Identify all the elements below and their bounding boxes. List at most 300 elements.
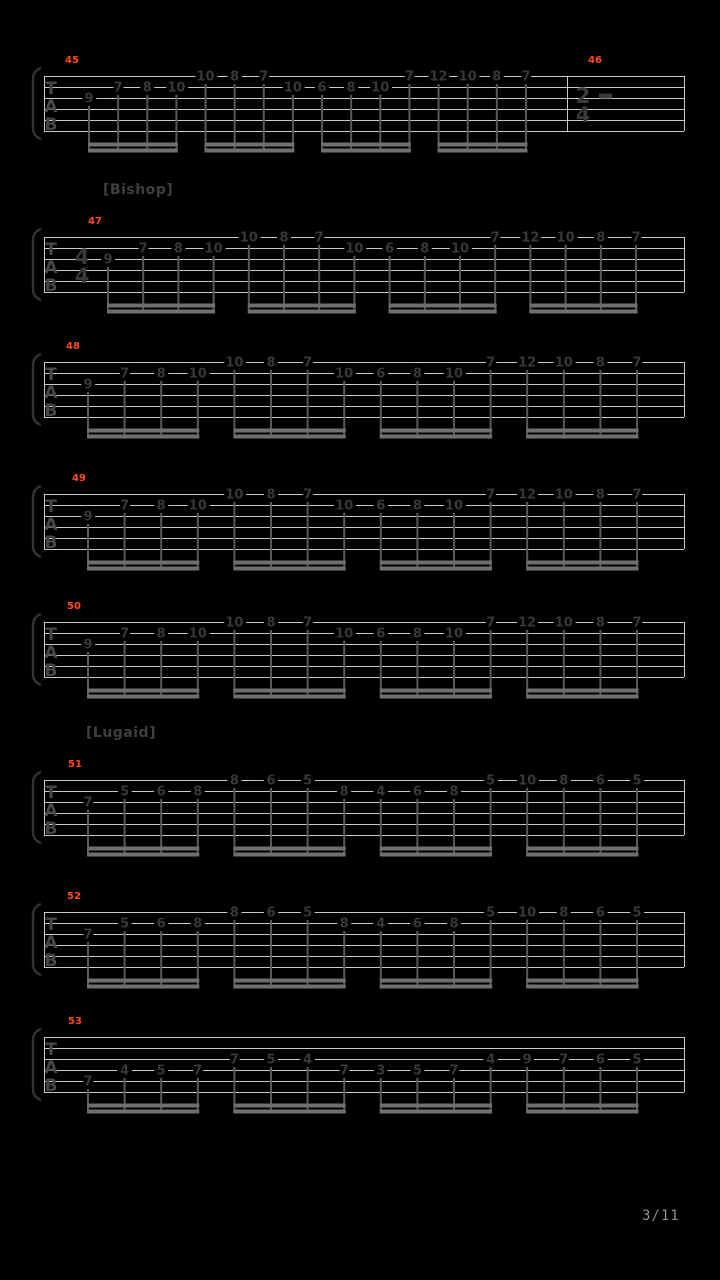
fret-number: 8 — [266, 355, 276, 371]
fret-number: 10 — [196, 69, 215, 85]
fret-number: 8 — [449, 916, 459, 932]
fret-number: 5 — [486, 905, 496, 921]
tab-clef-letter: B — [44, 819, 58, 839]
fret-number: 8 — [266, 487, 276, 503]
fret-number: 10 — [225, 615, 244, 631]
fret-number: 6 — [376, 498, 386, 514]
measure-45 — [65, 55, 530, 153]
staff-line — [44, 259, 684, 260]
staff-line — [44, 1037, 684, 1038]
measure-48 — [66, 341, 642, 439]
beam-sixteenth-2 — [526, 853, 638, 857]
measure-number: 46 — [588, 55, 602, 66]
system-bracket — [33, 614, 41, 685]
beam-sixteenth-1 — [526, 429, 638, 433]
fret-number: 6 — [595, 1052, 605, 1068]
note-stem — [270, 785, 272, 857]
beam-sixteenth-2 — [321, 149, 411, 153]
note-stem — [270, 367, 272, 439]
staff-line — [44, 923, 684, 924]
measure-53 — [68, 1016, 642, 1114]
fret-number: 7 — [314, 230, 324, 246]
staff-line — [44, 373, 684, 374]
note-stem — [438, 81, 440, 153]
fret-number: 10 — [518, 905, 537, 921]
note-stem — [565, 242, 567, 314]
measure-47 — [75, 216, 641, 314]
tab-clef-letter: T — [45, 915, 57, 935]
note-stem — [526, 917, 528, 989]
note-stem — [526, 785, 528, 857]
tab-system-51 — [33, 759, 685, 857]
fret-number: 6 — [595, 773, 605, 789]
fret-number: 8 — [412, 498, 422, 514]
beam-sixteenth-1 — [87, 561, 199, 565]
beam-sixteenth-1 — [526, 847, 638, 851]
system-bracket — [33, 486, 41, 557]
staff-line — [44, 76, 684, 77]
fret-number: 10 — [283, 80, 302, 96]
staff-line — [44, 791, 684, 792]
beam-sixteenth-2 — [526, 985, 638, 989]
fret-number: 10 — [335, 366, 354, 382]
fret-number: 5 — [303, 773, 313, 789]
note-stem — [318, 242, 320, 314]
fret-number: 10 — [458, 69, 477, 85]
beam-sixteenth-1 — [380, 1104, 492, 1108]
fret-number: 4 — [486, 1052, 496, 1068]
staff-line — [44, 292, 684, 293]
staff-line — [44, 362, 684, 363]
beam-sixteenth-1 — [88, 143, 178, 147]
tab-clef-letter: A — [44, 933, 58, 953]
note-stem — [270, 627, 272, 699]
beam-sixteenth-2 — [87, 1110, 199, 1114]
tab-clef-letter: A — [44, 383, 58, 403]
fret-number: 9 — [83, 509, 93, 525]
fret-number: 10 — [188, 366, 207, 382]
beam-sixteenth-2 — [233, 567, 345, 571]
fret-number: 8 — [173, 241, 183, 257]
time-signature-numerator: 2 — [575, 84, 591, 108]
note-stem — [636, 785, 638, 857]
fret-number: 5 — [303, 905, 313, 921]
tab-clef-letter: B — [44, 661, 58, 681]
note-stem — [307, 917, 309, 989]
fret-number: 8 — [420, 241, 430, 257]
staff-line — [44, 494, 684, 495]
note-stem — [636, 367, 638, 439]
fret-number: 5 — [120, 916, 130, 932]
tab-system-47 — [33, 216, 685, 314]
tab-system-49 — [33, 473, 685, 571]
note-stem — [490, 785, 492, 857]
tab-clef-letter: T — [45, 365, 57, 385]
note-stem — [233, 917, 235, 989]
fret-number: 8 — [339, 784, 349, 800]
fret-number: 6 — [595, 905, 605, 921]
fret-number: 6 — [376, 366, 386, 382]
staff-line — [44, 1092, 684, 1093]
note-stem — [380, 1075, 382, 1114]
note-stem — [87, 1086, 89, 1114]
fret-number: 6 — [317, 80, 327, 96]
measure-number: 50 — [67, 601, 81, 612]
beam-sixteenth-1 — [380, 561, 492, 565]
tab-clef-letter: T — [45, 783, 57, 803]
beam-sixteenth-2 — [380, 435, 492, 439]
beam-sixteenth-2 — [389, 310, 497, 314]
note-stem — [526, 367, 528, 439]
fret-number: 7 — [303, 615, 313, 631]
beam-sixteenth-2 — [526, 435, 638, 439]
beam-sixteenth-2 — [526, 695, 638, 699]
beam-sixteenth-1 — [107, 304, 215, 308]
beam-sixteenth-1 — [87, 979, 199, 983]
beam-sixteenth-1 — [380, 979, 492, 983]
fret-number: 10 — [371, 80, 390, 96]
note-stem — [599, 499, 601, 571]
time-signature-denominator: 4 — [575, 103, 591, 127]
staff-line — [44, 395, 684, 396]
note-stem — [283, 242, 285, 314]
fret-number: 7 — [138, 241, 148, 257]
beam-sixteenth-2 — [87, 435, 199, 439]
note-stem — [490, 917, 492, 989]
fret-number: 8 — [229, 773, 239, 789]
staff-line — [44, 813, 684, 814]
staff-line — [44, 835, 684, 836]
section-label: [Lugaid] — [86, 725, 156, 741]
staff-line — [44, 131, 684, 132]
note-stem — [307, 499, 309, 571]
fret-number: 8 — [230, 69, 240, 85]
fret-number: 10 — [450, 241, 470, 257]
fret-number: 8 — [279, 230, 289, 246]
fret-number: 7 — [303, 487, 313, 503]
tab-clef-letter: B — [44, 276, 58, 296]
tab-clef-letter: A — [44, 258, 58, 278]
beam-sixteenth-1 — [380, 429, 492, 433]
barline-end — [684, 780, 685, 835]
beam-sixteenth-1 — [526, 1104, 638, 1108]
tab-clef-letter: A — [44, 97, 58, 117]
fret-number: 12 — [518, 615, 537, 631]
note-stem — [307, 367, 309, 439]
fret-number: 9 — [522, 1052, 532, 1068]
note-stem — [490, 367, 492, 439]
fret-number: 6 — [156, 784, 166, 800]
note-stem — [234, 81, 236, 153]
tab-clef-letter: A — [44, 801, 58, 821]
fret-number: 10 — [556, 230, 575, 246]
fret-number: 4 — [376, 784, 386, 800]
fret-number: 5 — [412, 1063, 422, 1079]
fret-number: 8 — [156, 498, 166, 514]
staff-line — [44, 824, 684, 825]
tab-system-53 — [33, 1016, 685, 1114]
beam-sixteenth-2 — [87, 695, 199, 699]
staff-line — [44, 802, 684, 803]
time-signature-denominator: 4 — [74, 264, 90, 288]
fret-number: 8 — [142, 80, 152, 96]
staff-line — [44, 549, 684, 550]
note-stem — [563, 499, 565, 571]
beam-sixteenth-1 — [233, 561, 345, 565]
note-stem — [636, 627, 638, 699]
note-stem — [248, 242, 250, 314]
note-stem — [563, 367, 565, 439]
tab-clef-letter: T — [45, 497, 57, 517]
beam-sixteenth-2 — [248, 310, 356, 314]
beam-sixteenth-2 — [438, 149, 528, 153]
system-bracket — [33, 229, 41, 300]
staff-line — [44, 666, 684, 667]
note-stem — [205, 81, 207, 153]
note-stem — [599, 785, 601, 857]
beam-sixteenth-1 — [380, 689, 492, 693]
fret-number: 7 — [486, 615, 496, 631]
fret-number: 8 — [595, 615, 605, 631]
note-stem — [563, 917, 565, 989]
tab-clef-letter: B — [44, 1076, 58, 1096]
note-stem — [233, 627, 235, 699]
fret-number: 8 — [412, 626, 422, 642]
fret-number: 7 — [83, 927, 93, 943]
note-stem — [408, 81, 410, 153]
fret-number: 8 — [595, 487, 605, 503]
tab-system-52 — [33, 891, 685, 989]
fret-number: 7 — [486, 487, 496, 503]
measure-49 — [72, 473, 642, 571]
tab-system-48 — [33, 341, 685, 439]
measure-51 — [68, 759, 642, 857]
beam-sixteenth-1 — [233, 979, 345, 983]
fret-number: 6 — [412, 916, 422, 932]
fret-number: 10 — [188, 498, 207, 514]
fret-number: 10 — [345, 241, 364, 257]
fret-number: 4 — [303, 1052, 313, 1068]
fret-number: 10 — [225, 487, 244, 503]
time-signature-numerator: 4 — [74, 245, 90, 269]
note-stem — [124, 1075, 126, 1114]
fret-number: 4 — [376, 916, 386, 932]
note-stem — [496, 81, 498, 153]
measure-number: 48 — [66, 341, 80, 352]
fret-number: 10 — [204, 241, 223, 257]
fret-number: 10 — [554, 615, 573, 631]
fret-number: 5 — [632, 773, 642, 789]
staff-line — [44, 967, 684, 968]
fret-number: 7 — [120, 366, 130, 382]
barline-end — [684, 494, 685, 549]
measure-50 — [67, 601, 642, 699]
fret-number: 8 — [596, 230, 606, 246]
measure-46 — [567, 55, 612, 131]
note-stem — [636, 917, 638, 989]
beam-sixteenth-1 — [526, 689, 638, 693]
beam-sixteenth-2 — [380, 1110, 492, 1114]
beam-sixteenth-1 — [233, 429, 345, 433]
staff-line — [44, 1070, 684, 1071]
fret-number: 8 — [595, 355, 605, 371]
beam-sixteenth-1 — [233, 689, 345, 693]
measure-number: 47 — [88, 216, 102, 227]
fret-number: 10 — [444, 626, 464, 642]
fret-number: 7 — [229, 1052, 239, 1068]
fret-number: 8 — [156, 366, 166, 382]
barline-end — [684, 1037, 685, 1092]
barline-end — [684, 912, 685, 967]
fret-number: 8 — [449, 784, 459, 800]
fret-number: 6 — [412, 784, 422, 800]
fret-number: 7 — [303, 355, 313, 371]
note-stem — [263, 81, 265, 153]
staff-line — [44, 677, 684, 678]
staff-line — [44, 934, 684, 935]
fret-number: 6 — [266, 773, 276, 789]
fret-number: 7 — [259, 69, 269, 85]
fret-number: 10 — [444, 498, 464, 514]
fret-number: 7 — [521, 69, 531, 85]
fret-number: 7 — [559, 1052, 569, 1068]
fret-number: 7 — [632, 355, 642, 371]
note-stem — [529, 242, 531, 314]
note-stem — [467, 81, 469, 153]
fret-number: 10 — [554, 487, 573, 503]
beam-sixteenth-2 — [107, 310, 215, 314]
beam-sixteenth-2 — [526, 567, 638, 571]
fret-number: 3 — [376, 1063, 386, 1079]
note-stem — [233, 499, 235, 571]
note-stem — [494, 242, 496, 314]
fret-number: 12 — [521, 230, 540, 246]
beam-sixteenth-2 — [233, 853, 345, 857]
staff-line — [44, 281, 684, 282]
beam-sixteenth-1 — [233, 1104, 345, 1108]
staff-line — [44, 945, 684, 946]
beam-sixteenth-1 — [526, 561, 638, 565]
note-stem — [307, 627, 309, 699]
note-stem — [490, 499, 492, 571]
fret-number: 10 — [444, 366, 464, 382]
beam-sixteenth-1 — [380, 847, 492, 851]
beam-sixteenth-2 — [87, 853, 199, 857]
tab-clef-letter: T — [45, 625, 57, 645]
staff-line — [44, 1048, 684, 1049]
tab-system-45 — [33, 55, 685, 153]
staff-line — [44, 655, 684, 656]
fret-number: 10 — [554, 355, 573, 371]
fret-number: 5 — [120, 784, 130, 800]
tab-clef-letter: B — [44, 533, 58, 553]
system-bracket — [33, 904, 41, 975]
fret-number: 7 — [631, 230, 641, 246]
beam-sixteenth-2 — [233, 985, 345, 989]
note-stem — [343, 1075, 345, 1114]
fret-number: 8 — [193, 916, 203, 932]
beam-sixteenth-1 — [87, 847, 199, 851]
fret-number: 8 — [266, 615, 276, 631]
staff-line — [44, 237, 684, 238]
note-stem — [636, 499, 638, 571]
staff-line — [44, 417, 684, 418]
fret-number: 5 — [632, 905, 642, 921]
note-stem — [233, 367, 235, 439]
half-rest — [599, 94, 612, 99]
fret-number: 10 — [188, 626, 207, 642]
beam-sixteenth-2 — [380, 853, 492, 857]
section-label: [Bishop] — [103, 182, 174, 198]
fret-number: 12 — [518, 487, 537, 503]
note-stem — [233, 785, 235, 857]
fret-number: 7 — [113, 80, 123, 96]
fret-number: 6 — [156, 916, 166, 932]
staff-line — [44, 622, 684, 623]
note-stem — [525, 81, 527, 153]
staff-line — [44, 527, 684, 528]
fret-number: 8 — [492, 69, 502, 85]
beam-sixteenth-1 — [205, 143, 295, 147]
note-stem — [490, 627, 492, 699]
tab-clef-letter: A — [44, 1058, 58, 1078]
measure-number: 49 — [72, 473, 86, 484]
fret-number: 7 — [449, 1063, 459, 1079]
note-stem — [453, 1075, 455, 1114]
measure-number: 52 — [67, 891, 81, 902]
barline-end — [684, 362, 685, 417]
fret-number: 10 — [225, 355, 244, 371]
tab-clef-letter: B — [44, 401, 58, 421]
staff-line — [44, 270, 684, 271]
fret-number: 10 — [335, 626, 354, 642]
beam-sixteenth-2 — [529, 310, 637, 314]
fret-number: 9 — [83, 377, 93, 393]
fret-number: 7 — [404, 69, 414, 85]
beam-sixteenth-2 — [526, 1110, 638, 1114]
beam-sixteenth-2 — [87, 567, 199, 571]
beam-sixteenth-2 — [380, 985, 492, 989]
beam-sixteenth-2 — [205, 149, 295, 153]
fret-number: 8 — [229, 905, 239, 921]
fret-number: 8 — [193, 784, 203, 800]
note-stem — [563, 785, 565, 857]
beam-sixteenth-1 — [389, 304, 497, 308]
measure-number: 45 — [65, 55, 79, 66]
tab-clef-letter: T — [45, 240, 57, 260]
beam-sixteenth-2 — [233, 435, 345, 439]
fret-number: 8 — [559, 773, 569, 789]
note-stem — [599, 367, 601, 439]
note-stem — [635, 242, 637, 314]
note-stem — [270, 499, 272, 571]
note-stem — [160, 1075, 162, 1114]
tab-clef-letter: T — [45, 79, 57, 99]
barline-end — [684, 622, 685, 677]
fret-number: 5 — [632, 1052, 642, 1068]
staff-line — [44, 780, 684, 781]
note-stem — [307, 785, 309, 857]
beam-sixteenth-1 — [438, 143, 528, 147]
system-bracket — [33, 1029, 41, 1100]
note-stem — [599, 627, 601, 699]
staff-line — [44, 505, 684, 506]
tab-clef-letter: B — [44, 951, 58, 971]
system-bracket — [33, 68, 41, 139]
fret-number: 12 — [429, 69, 448, 85]
barline-mid — [567, 76, 568, 131]
note-stem — [600, 242, 602, 314]
